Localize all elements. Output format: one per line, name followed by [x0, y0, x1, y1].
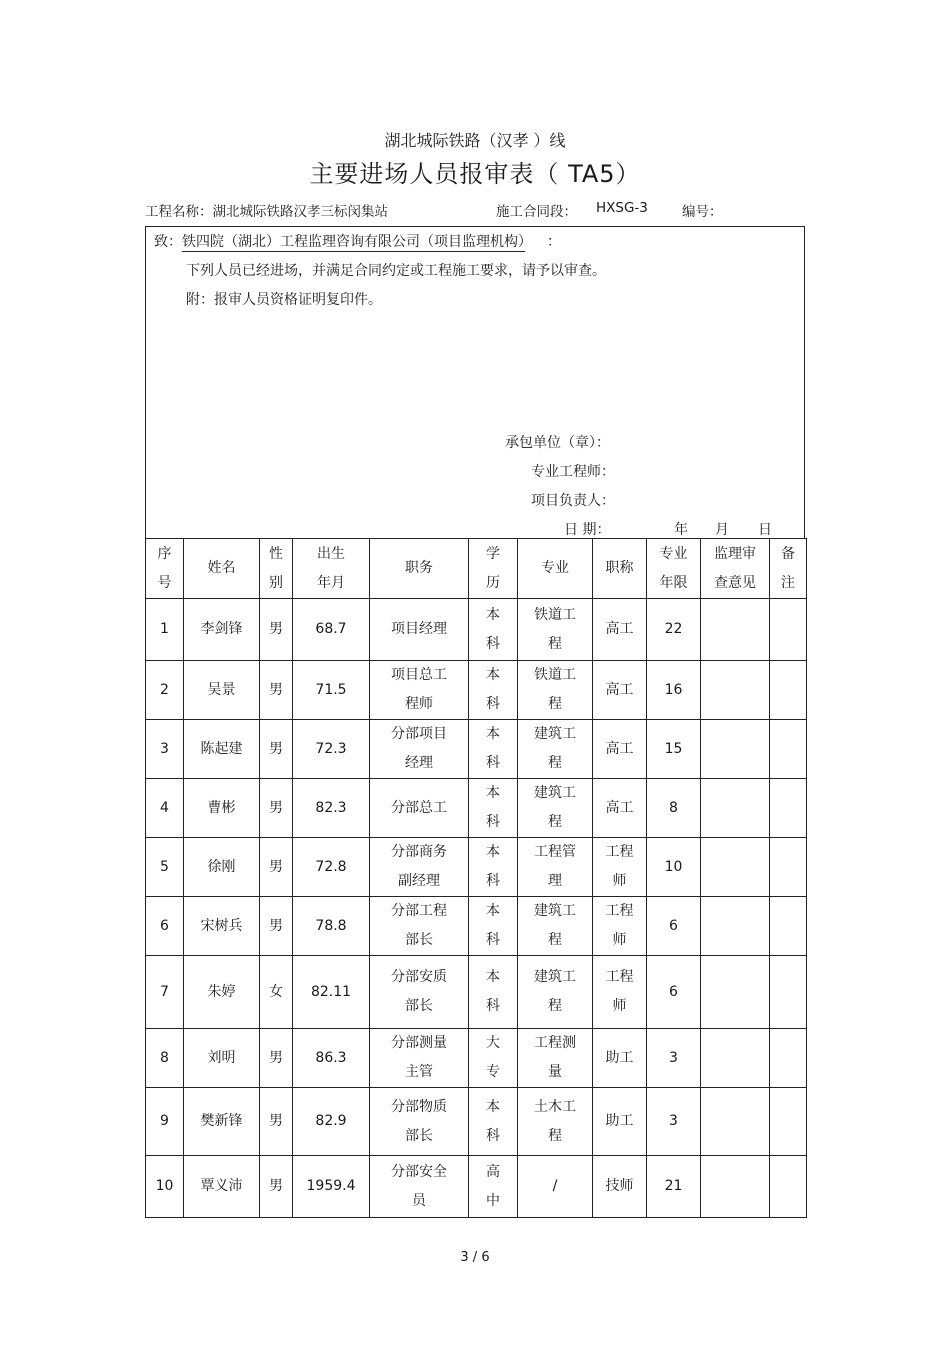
cell-name: 李剑锋	[184, 599, 260, 661]
cell-title: 高工	[593, 599, 647, 661]
cell-remark	[770, 661, 807, 720]
attachment-note: 附：报审人员资格证明复印件。	[186, 292, 382, 308]
cell-education: 本 科	[469, 897, 518, 956]
cell-seq: 8	[146, 1029, 184, 1088]
cell-remark	[770, 599, 807, 661]
cell-birth: 72.3	[293, 720, 370, 779]
date-month: 月	[715, 522, 729, 538]
cell-seq: 10	[146, 1156, 184, 1218]
date-day: 日	[758, 522, 772, 538]
cell-title: 助工	[593, 1088, 647, 1156]
cell-title: 高工	[593, 720, 647, 779]
to-suffix: ：	[547, 234, 561, 250]
supervisor-org: 铁四院（湖北）工程监理咨询有限公司（项目监理机构）	[182, 234, 525, 250]
cell-position: 分部商务 副经理	[370, 838, 469, 897]
cell-major: 建筑工 程	[518, 897, 593, 956]
cell-gender: 男	[260, 599, 293, 661]
header-remark: 备 注	[770, 539, 807, 599]
submission-letter	[145, 226, 805, 538]
cell-education: 本 科	[469, 838, 518, 897]
cell-position: 分部物质 部长	[370, 1088, 469, 1156]
manager-label: 项目负责人：	[531, 493, 615, 509]
cell-seq: 7	[146, 956, 184, 1029]
cell-seq: 6	[146, 897, 184, 956]
cell-review	[701, 1029, 770, 1088]
cell-position: 分部工程 部长	[370, 897, 469, 956]
cell-education: 大 专	[469, 1029, 518, 1088]
cell-birth: 71.5	[293, 661, 370, 720]
cell-review	[701, 661, 770, 720]
cell-education: 本 科	[469, 720, 518, 779]
cell-years: 21	[647, 1156, 701, 1218]
cell-name: 徐刚	[184, 838, 260, 897]
cell-gender: 男	[260, 720, 293, 779]
cell-education: 本 科	[469, 779, 518, 838]
cell-title: 助工	[593, 1029, 647, 1088]
cell-name: 覃义沛	[184, 1156, 260, 1218]
cell-birth: 82.9	[293, 1088, 370, 1156]
addressee-line	[154, 231, 561, 251]
cell-education: 高 中	[469, 1156, 518, 1218]
header-name: 姓名	[184, 539, 260, 599]
cell-education: 本 科	[469, 661, 518, 720]
cell-review	[701, 779, 770, 838]
project-name: 工程名称：湖北城际铁路汉孝三标闵集站	[145, 204, 388, 220]
table-row	[146, 897, 807, 956]
cell-position: 分部安质 部长	[370, 956, 469, 1029]
cell-review	[701, 1156, 770, 1218]
cell-name: 陈起建	[184, 720, 260, 779]
cell-gender: 男	[260, 1156, 293, 1218]
cell-years: 6	[647, 897, 701, 956]
date-label: 日 期：	[564, 522, 611, 538]
cell-gender: 男	[260, 897, 293, 956]
table-row	[146, 956, 807, 1029]
table-row	[146, 838, 807, 897]
cell-review	[701, 720, 770, 779]
engineer-label: 专业工程师：	[531, 464, 615, 480]
cell-remark	[770, 720, 807, 779]
cell-years: 16	[647, 661, 701, 720]
table-row	[146, 779, 807, 838]
date-year: 年	[674, 522, 688, 538]
table-row	[146, 1156, 807, 1218]
cell-gender: 男	[260, 779, 293, 838]
cell-title: 工程 师	[593, 838, 647, 897]
cell-birth: 1959.4	[293, 1156, 370, 1218]
cell-title: 高工	[593, 661, 647, 720]
cell-seq: 2	[146, 661, 184, 720]
cell-remark	[770, 1029, 807, 1088]
cell-years: 3	[647, 1029, 701, 1088]
cell-birth: 86.3	[293, 1029, 370, 1088]
cell-gender: 男	[260, 1088, 293, 1156]
cell-position: 分部项目 经理	[370, 720, 469, 779]
cell-birth: 68.7	[293, 599, 370, 661]
cell-name: 吴景	[184, 661, 260, 720]
cell-major: 工程管 理	[518, 838, 593, 897]
cell-title: 工程 师	[593, 897, 647, 956]
header-years: 专业 年限	[647, 539, 701, 599]
document-subtitle: 湖北城际铁路（汉孝 ）线	[384, 131, 566, 150]
header-gender: 性 别	[260, 539, 293, 599]
cell-major: 建筑工 程	[518, 956, 593, 1029]
cell-remark	[770, 1088, 807, 1156]
contractor-seal-label: 承包单位（章）：	[505, 435, 610, 451]
cell-birth: 72.8	[293, 838, 370, 897]
cell-position: 分部安全 员	[370, 1156, 469, 1218]
cell-major: 土木工 程	[518, 1088, 593, 1156]
cell-education: 本 科	[469, 599, 518, 661]
cell-remark	[770, 838, 807, 897]
cell-major: 工程测 量	[518, 1029, 593, 1088]
header-major: 专业	[518, 539, 593, 599]
cell-seq: 1	[146, 599, 184, 661]
contract-value: HXSG-3	[596, 200, 648, 216]
cell-birth: 82.3	[293, 779, 370, 838]
cell-position: 分部总工	[370, 779, 469, 838]
cell-name: 朱婷	[184, 956, 260, 1029]
cell-name: 刘明	[184, 1029, 260, 1088]
cell-years: 22	[647, 599, 701, 661]
cell-review	[701, 838, 770, 897]
header-seq: 序 号	[146, 539, 184, 599]
cell-remark	[770, 897, 807, 956]
cell-review	[701, 599, 770, 661]
cell-years: 6	[647, 956, 701, 1029]
cell-remark	[770, 1156, 807, 1218]
cell-seq: 9	[146, 1088, 184, 1156]
cell-years: 8	[647, 779, 701, 838]
cell-title: 工程 师	[593, 956, 647, 1029]
cell-review	[701, 956, 770, 1029]
table-row	[146, 661, 807, 720]
document-title: 主要进场人员报审表（ TA5）	[309, 160, 641, 188]
cell-years: 10	[647, 838, 701, 897]
cell-name: 宋树兵	[184, 897, 260, 956]
cell-major: 建筑工 程	[518, 779, 593, 838]
cell-gender: 男	[260, 661, 293, 720]
cell-gender: 女	[260, 956, 293, 1029]
cell-review	[701, 897, 770, 956]
cell-education: 本 科	[469, 956, 518, 1029]
cell-years: 15	[647, 720, 701, 779]
table-row	[146, 720, 807, 779]
cell-seq: 4	[146, 779, 184, 838]
cell-name: 樊新锋	[184, 1088, 260, 1156]
table-row	[146, 599, 807, 661]
cell-major: 建筑工 程	[518, 720, 593, 779]
cell-position: 分部测量 主管	[370, 1029, 469, 1088]
cell-title: 高工	[593, 779, 647, 838]
header-review: 监理审 查意见	[701, 539, 770, 599]
cell-major: 铁道工 程	[518, 599, 593, 661]
cell-position: 项目经理	[370, 599, 469, 661]
cell-major: 铁道工 程	[518, 661, 593, 720]
table-row	[146, 1029, 807, 1088]
cell-birth: 78.8	[293, 897, 370, 956]
cell-years: 3	[647, 1088, 701, 1156]
header-birth: 出生 年月	[293, 539, 370, 599]
number-label: 编号：	[682, 204, 723, 220]
cell-major: /	[518, 1156, 593, 1218]
personnel-table	[145, 538, 807, 1218]
cell-seq: 3	[146, 720, 184, 779]
cell-name: 曹彬	[184, 779, 260, 838]
cell-education: 本 科	[469, 1088, 518, 1156]
cell-seq: 5	[146, 838, 184, 897]
table-header-row	[146, 539, 807, 599]
cell-birth: 82.11	[293, 956, 370, 1029]
cell-review	[701, 1088, 770, 1156]
header-title: 职称	[593, 539, 647, 599]
cell-remark	[770, 779, 807, 838]
cell-gender: 男	[260, 1029, 293, 1088]
cell-title: 技师	[593, 1156, 647, 1218]
to-prefix: 致：	[154, 234, 182, 250]
contract-label: 施工合同段：	[496, 204, 577, 220]
cell-gender: 男	[260, 838, 293, 897]
letter-body: 下列人员已经进场，并满足合同约定或工程施工要求，请予以审查。	[186, 263, 606, 279]
cell-remark	[770, 956, 807, 1029]
header-position: 职务	[370, 539, 469, 599]
table-row	[146, 1088, 807, 1156]
page-number: 3 / 6	[460, 1250, 490, 1265]
cell-position: 项目总工 程师	[370, 661, 469, 720]
header-education: 学 历	[469, 539, 518, 599]
